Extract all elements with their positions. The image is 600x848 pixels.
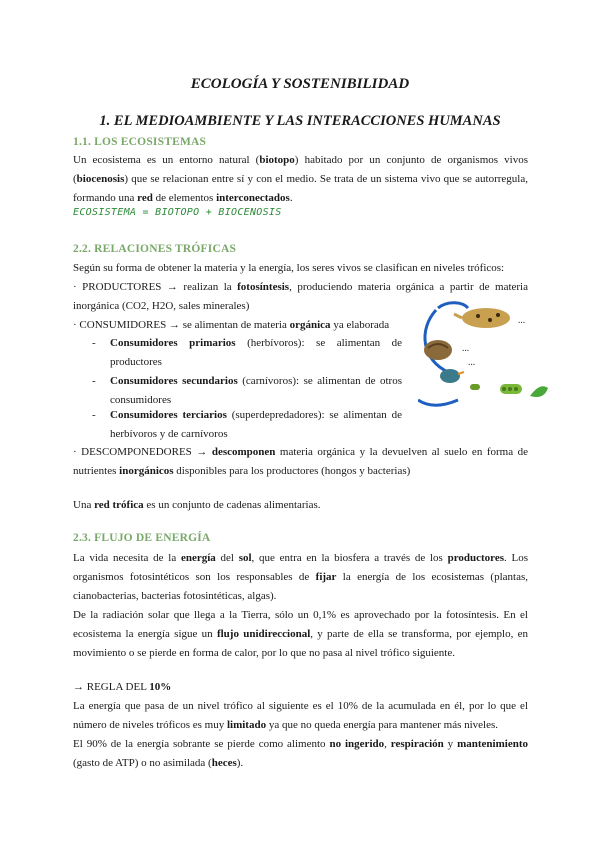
food-web-illustration (418, 300, 558, 410)
energia-perdida-paragraph: El 90% de la energía sobrante se pierde como alimento no ingerido, respiración y mantenimiento (gasto de ATP) o no asimilada (heces). (73, 738, 528, 769)
bullet-consumidores-terciarios: - Consumidores terciarios (superdepredadores): se alimentan de herbívoros y de carnívoros (92, 409, 402, 440)
insect-icon (470, 384, 480, 390)
flujo-paragraph-1: La vida necesita de la energía del sol, que entra en la biosfera a través de los productores. Los organismos fotosintéticos son los responsables de fijar la energía de los ecosistemas (plantas, cianobacterias, bacterias fotosintéticas, algas). (73, 552, 529, 602)
niveles-intro: Según su forma de obtener la materia y la energía, los seres vivos se clasifican en niveles tróficos: (73, 262, 505, 274)
subheading-relaciones-troficas: 2.2. RELACIONES TRÓFICAS (73, 243, 237, 255)
flujo-paragraph-2: De la radiación solar que llega a la Tierra, sólo un 0,1% es aprovechado por la fotosíntesis. En el ecosistema la energía sigue un flujo unidireccional, y parte de ella se transforma, por ejemplo, en movimiento o se pierde en forma de calor, por lo que no pasa al nivel trófico siguiente. (73, 609, 528, 659)
descomponedores-text: · DESCOMPONEDORES → descomponen materia orgánica y la devuelven al suelo en forma de nutrientes inorgánicos disponibles para los productores (hongos y bacterias) (73, 446, 528, 477)
bird-icon (440, 369, 460, 383)
section-title: 1. EL MEDIOAMBIENTE Y LAS INTERACCIONES HUMANAS (99, 113, 501, 129)
svg-text:•••: ••• (468, 362, 476, 367)
document-title: ECOLOGÍA Y SOSTENIBILIDAD (190, 76, 410, 92)
consumidores-text: · CONSUMIDORES → se alimentan de materia orgánica ya elaborada (73, 319, 390, 331)
svg-text:•••: ••• (518, 320, 526, 325)
ecosistema-definition: Un ecosistema es un entorno natural (biotopo) habitado por un conjunto de organismos vivos (biocenosis) que se relacionan entre sí y con el medio. Se trata de un sistema vivo que se autorregula, formando una red de elementos interconectados. (73, 154, 528, 204)
regla-10-paragraph: La energía que pasa de un nivel trófico al siguiente es el 10% de la acumulada en él, por lo que el número de niveles tróficos es muy limitado ya que no queda energía para mantener más niveles. (73, 700, 528, 731)
ecosistema-formula: ECOSISTEMA = BIOTOPO + BIOCENOSIS (73, 207, 282, 218)
bullet-consumidores-primarios: - Consumidores primarios (herbívoros): se alimentan de productores (92, 337, 402, 368)
cycle-arrow-icon (418, 400, 458, 405)
red-trofica-text: Una red trófica es un conjunto de cadenas alimentarias. (73, 499, 321, 511)
subheading-ecosistemas: 1.1. LOS ECOSISTEMAS (73, 136, 207, 148)
bullet-consumidores-secundarios: - Consumidores secundarios (carnívoros): se alimentan de otros consumidores (92, 375, 402, 406)
leaf-icon (530, 386, 548, 397)
regla-10-heading: → REGLA DEL 10% (73, 681, 172, 693)
svg-text:•••: ••• (462, 348, 470, 353)
cycle-arrow-icon (438, 303, 468, 308)
productores-text: · PRODUCTORES → realizan la fotosíntesis, produciendo materia orgánica a partir de materia inorgánica (CO2, H2O, sales minerales) (73, 281, 528, 312)
subheading-flujo-energia: 2.3. FLUJO DE ENERGÍA (73, 532, 211, 544)
jaguar-icon (462, 308, 510, 328)
